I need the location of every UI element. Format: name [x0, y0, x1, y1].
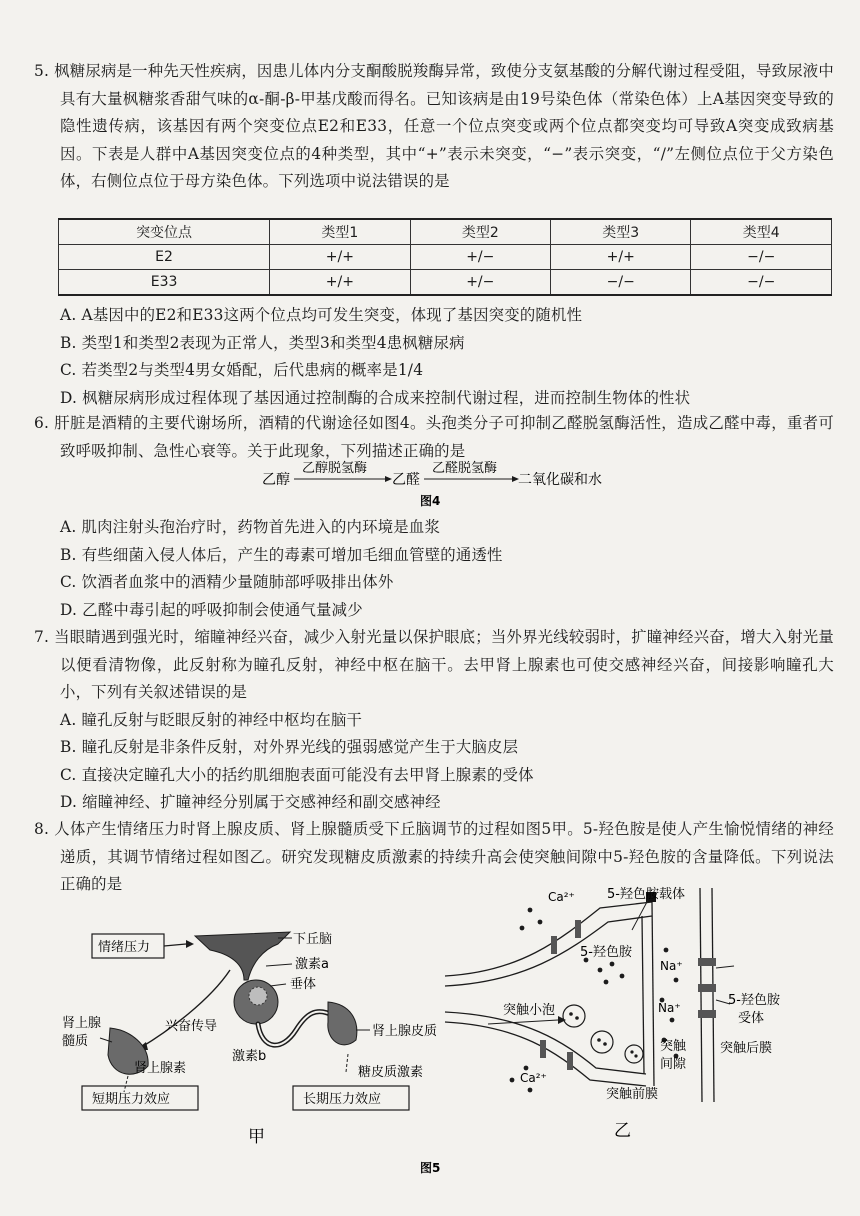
- serotonin-label: 5-羟色胺: [580, 945, 632, 960]
- figure-5a: [62, 932, 437, 1147]
- ca-channel-bottom-1: [540, 1040, 546, 1058]
- adrenaline-label: 肾上腺素: [134, 1061, 187, 1076]
- question-7-stem: 7. 当眼睛遇到强光时，缩瞳神经兴奋，减少入射光量以保护眼底；当外界光线较弱时，扩瞳神经兴奋，增大入射光量以便看清物像，此反射称为瞳孔反射，神经中枢在脑干。去甲肾上腺素也可使交感神经兴奋，间接影响瞳孔大小，下列有关叙述错误的是: [34, 628, 834, 701]
- pathway-co2-water: 二氧化碳和水: [518, 472, 602, 488]
- vesicle-label: 突触小泡: [503, 1003, 556, 1018]
- table-cell: E2: [59, 245, 270, 270]
- table-cell: E33: [59, 270, 270, 296]
- figure-5b: [445, 886, 781, 1141]
- ca-channel-bottom-2: [567, 1052, 573, 1070]
- stress-arrowhead: [186, 940, 194, 948]
- figure-5-caption: 图5: [420, 1161, 441, 1175]
- medulla-label-1: 肾上腺: [62, 1016, 102, 1031]
- receptor-label-2: 受体: [738, 1011, 765, 1026]
- option-b: B. 有些细菌入侵人体后，产生的毒素可增加毛细血管壁的通透性: [60, 545, 503, 564]
- long-term-label: 长期压力效应: [303, 1092, 382, 1107]
- na-label-1: Na⁺: [660, 959, 683, 973]
- option-b: B. 类型1和类型2表现为正常人，类型3和类型4患枫糖尿病: [60, 333, 465, 352]
- figure-4-caption: 图4: [420, 494, 441, 508]
- pituitary-leader: [270, 984, 286, 986]
- figure-5b-label: 乙: [614, 1121, 631, 1141]
- option-d: D. 枫糖尿病形成过程体现了基因通过控制酶的合成来控制代谢过程，进而控制生物体的性状: [60, 388, 691, 407]
- table-header: 类型1: [270, 219, 410, 245]
- presynaptic-membrane-top-outer: [445, 902, 652, 976]
- cleft-label-2: 间隙: [660, 1057, 687, 1072]
- cleft-label-1: 突触: [660, 1039, 687, 1054]
- question-6-stem: 6. 肝脏是酒精的主要代谢场所，酒精的代谢途径如图4。头孢类分子可抑制乙醛脱氢酶活性，造成乙醛中毒，重者可致呼吸抑制、急性心衰等。关于此现象，下列描述正确的是: [34, 414, 834, 460]
- na-label-2: Na⁺: [658, 1001, 681, 1015]
- question-5: [34, 58, 834, 196]
- nerve-path: [140, 970, 230, 1048]
- pituitary-label: 垂体: [290, 977, 317, 992]
- synaptic-vesicle-3: [625, 1045, 643, 1063]
- presynaptic-terminal-outer: [652, 902, 654, 1086]
- table-header: 类型4: [691, 219, 832, 245]
- stress-label: 情绪压力: [98, 940, 151, 955]
- na-influx-arrow: [716, 966, 734, 968]
- table-header: 突变位点: [59, 219, 270, 245]
- question-7: [34, 624, 834, 817]
- table-header-row: [59, 219, 832, 245]
- option-c: C. 若类型2与类型4男女婚配，后代患病的概率是1/4: [60, 361, 424, 379]
- hypothalamus-shape: [195, 932, 290, 980]
- pituitary-core: [249, 987, 267, 1005]
- table-cell: +/+: [270, 245, 410, 270]
- receptor-channel-3: [698, 1010, 716, 1018]
- postsynaptic-membrane-2: [712, 888, 714, 1102]
- figure-5: [0, 880, 860, 1216]
- ca-channel-top-2: [575, 920, 581, 938]
- presynaptic-label: 突触前膜: [606, 1087, 659, 1102]
- table-cell: −/−: [691, 270, 832, 296]
- table-header: 类型3: [551, 219, 691, 245]
- stress-arrow: [164, 944, 186, 946]
- synaptic-vesicle-1: [563, 1005, 585, 1027]
- option-b: B. 瞳孔反射是非条件反射，对外界光线的强弱感觉产生于大脑皮层: [60, 738, 519, 756]
- hormone-a-leader: [266, 964, 292, 966]
- table-cell: +/−: [410, 245, 550, 270]
- option-c: C. 直接决定瞳孔大小的括约肌细胞表面可能没有去甲肾上腺素的受体: [60, 765, 534, 784]
- question-8-stem: 8. 人体产生情绪压力时肾上腺皮质、肾上腺髓质受下丘脑调节的过程如图5甲。5-羟色胺是使人产生愉悦情绪的神经递质，其调节情绪过程如图乙。研究发现糖皮质激素的持续升高会使突触间隙中5-羟色胺的含量降低。下列说法正确的是: [34, 820, 834, 893]
- receptor-channel-1: [698, 958, 716, 966]
- table-cell: +/+: [270, 270, 410, 296]
- synaptic-vesicle-2: [591, 1031, 613, 1053]
- hormone-a-label: 激素a: [295, 957, 329, 972]
- hormone-b-label: 激素b: [232, 1049, 267, 1064]
- excitation-label: 兴奋传导: [165, 1019, 218, 1034]
- option-a: A. A基因中的E2和E33这两个位点均可发生突变，体现了基因突变的随机性: [60, 306, 583, 324]
- pathway-ethanol: 乙醇: [262, 472, 290, 488]
- table-cell: +/+: [551, 245, 691, 270]
- pathway-enzyme-1: 乙醇脱氢酶: [302, 461, 368, 476]
- question-6: [34, 410, 834, 465]
- receptor-channel-2: [698, 984, 716, 992]
- medulla-label-2: 髓质: [62, 1034, 89, 1049]
- figure-5a-label: 甲: [248, 1127, 265, 1147]
- option-a: A. 肌肉注射头孢治疗时，药物首先进入的内环境是血浆: [60, 518, 441, 536]
- postsynaptic-membrane-1: [700, 888, 702, 1102]
- ca-top-label: Ca²⁺: [548, 890, 575, 904]
- question-6-options: [34, 514, 834, 624]
- adrenal-cortex-shape: [328, 1002, 357, 1045]
- cortex-label: 肾上腺皮质: [372, 1024, 438, 1039]
- table-cell: −/−: [691, 245, 832, 270]
- table-cell: −/−: [551, 270, 691, 296]
- table-row: [59, 245, 832, 270]
- option-a: A. 瞳孔反射与眨眼反射的神经中枢均在脑干: [60, 710, 363, 729]
- pathway-enzyme-2: 乙醛脱氢酶: [432, 461, 498, 476]
- receptor-label-1: 5-羟色胺: [728, 993, 780, 1008]
- ca-channel-top-1: [551, 936, 557, 954]
- ca-bottom-label: Ca²⁺: [520, 1071, 547, 1085]
- pathway-arrowhead-1: [385, 476, 392, 482]
- option-d: D. 乙醛中毒引起的呼吸抑制会使通气量减少: [60, 600, 363, 619]
- option-d: D. 缩瞳神经、扩瞳神经分别属于交感神经和副交感神经: [60, 793, 441, 811]
- vesicle-arrow: [488, 1020, 558, 1024]
- transporter-label: 5-羟色胺载体: [607, 887, 685, 902]
- mutation-type-table: [58, 218, 832, 296]
- table-cell: +/−: [410, 270, 550, 296]
- vesicle-contents: [569, 1012, 637, 1057]
- pathway-acetaldehyde: 乙醛: [392, 472, 420, 488]
- postsynaptic-label: 突触后膜: [720, 1041, 773, 1056]
- table-header: 类型2: [410, 219, 550, 245]
- option-c: C. 饮酒者血浆中的酒精少量随肺部呼吸排出体外: [60, 573, 394, 591]
- glucocorticoid-label: 糖皮质激素: [358, 1065, 424, 1080]
- figure-4-pathway: [0, 460, 860, 510]
- question-5-options: [34, 302, 834, 412]
- adrenaline-arrow: [124, 1076, 128, 1092]
- question-5-stem: 5. 枫糖尿病是一种先天性疾病，因患儿体内分支酮酸脱羧酶异常，致使分支氨基酸的分解代谢过程受阻，导致尿液中具有大量枫糖浆香甜气味的α-酮-β-甲基戊酸而得名。已知该病是由19号染色体（常染色体）上A基因突变导致的隐性遗传病，该基因有两个突变位点E2和E33，任意一个位点突变或两个位点都突变均可导致A突变成致病基因。下表是人群中A基因突变位点的4种类型，其中“+”表示未突变，“−”表示突变，“/”左侧位点位于父方染色体，右侧位点位于母方染色体。下列选项中说法错误的是: [34, 62, 834, 190]
- glucocorticoid-arrow: [346, 1054, 348, 1072]
- short-term-label: 短期压力效应: [92, 1092, 171, 1107]
- hypothalamus-label: 下丘脑: [293, 932, 333, 947]
- table-row: [59, 270, 832, 296]
